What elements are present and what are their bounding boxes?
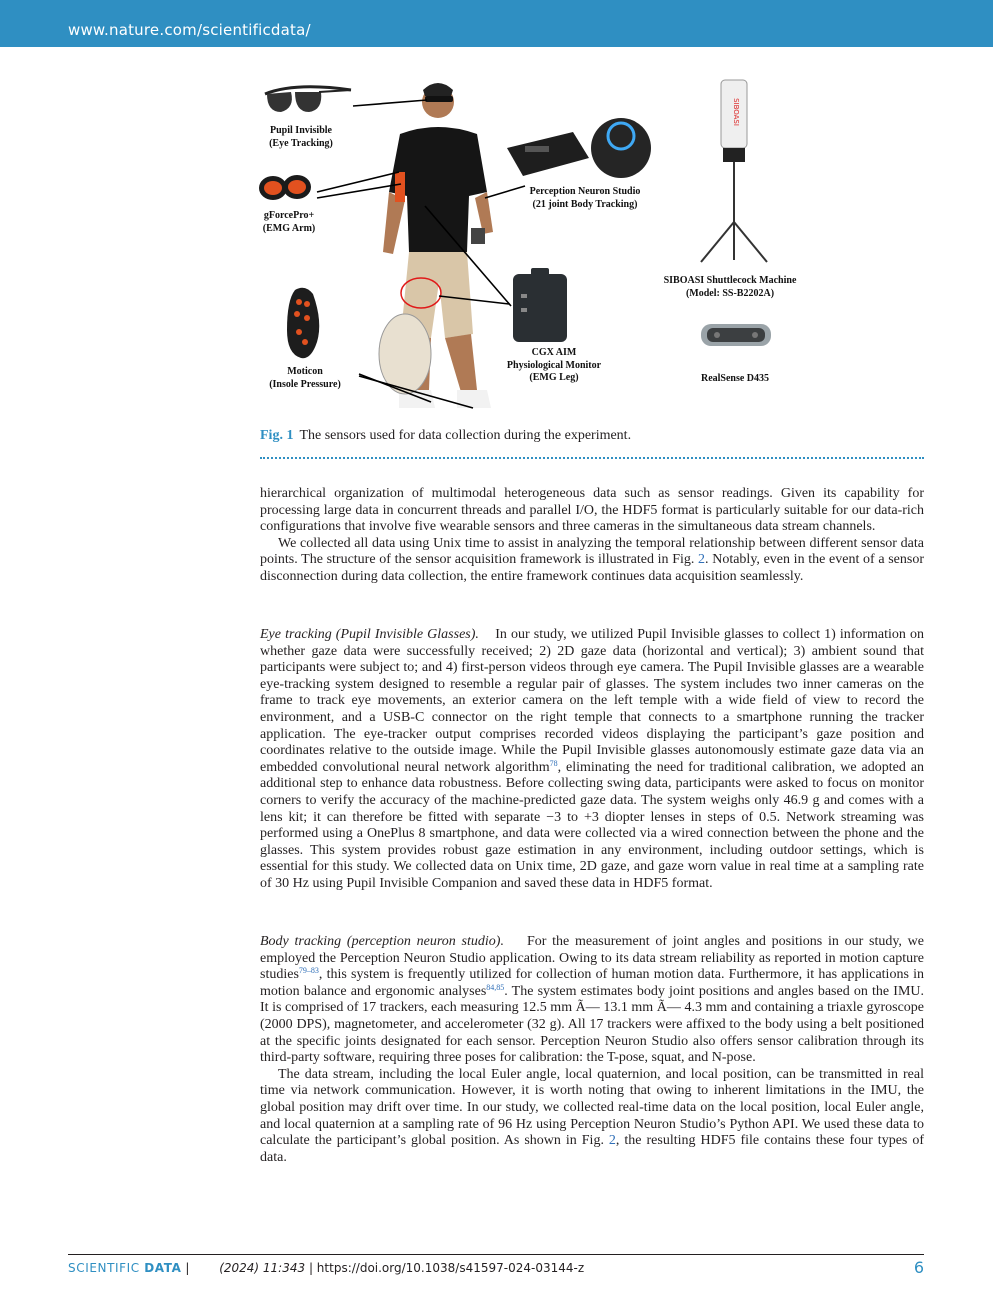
citation: (2024) 11:343: [219, 1261, 306, 1275]
insole-icon: [287, 288, 319, 358]
label-moticon: Moticon (Insole Pressure): [269, 366, 341, 390]
figure-number[interactable]: Fig. 1: [260, 428, 294, 443]
section-heading: Body tracking (perception neuron studio).: [260, 934, 504, 949]
paragraph: The data stream, including the local Euler angle, local quaternion, and local position, can be transmitted in real time via network communication. However, it is worth noting that owing to inherent limitations in the IMU, the global position may drift over time. In our study, we collected real-time data on the local position, local Euler angle, and local quaternion at a sampling rate of 96 Hz using Perception Neuron Studio’s Python API. We used these data to calculate the participant’s global position. As shown in Fig. 2, the resulting HDF5 file contains these four types of data.: [260, 1066, 924, 1165]
paragraph: Eye tracking (Pupil Invisible Glasses). In our study, we utilized Pupil Invisible glasses to collect 1) information on whether gaze data were successfully received; 2) 2D gaze data (horizontal and vertical); 3) ambient sound that participants were subject to; and 4) first-person videos through eye camera. The Pupil Invisible glasses are a wearable eye-tracking system designed to resemble a regular pair of glasses. The system includes two inner cameras on the frame to track eye movements, an exterior camera on the left temple with a wide field of view to record the environment, and a USB-C connector on the right temple that connects to a smartphone running the tracker application. The eye-tracker output comprises recorded videos displaying the participant’s gaze position and coordinates relative to the outside image. While the Pupil Invisible glasses autonomously estimate gaze data via an embedded convolutional neural network algorithm$^{78}$, eliminating the need for traditional calibration, we adopted an additional step to enhance data robustness. Before collecting swing data, participants were asked to focus on monitor corners to verify the accuracy of the machine-predicted gaze data. The system weighs only 46.9 g and comes with a lens kit; it can therefore be fitted with separate −3 to +3 diopter lenses in steps of 0.5. Network streaming was performed using a OnePlus 8 smartphone, and data were collected via a wired connection between the phone and the glasses. This system provides robust gaze estimation in any environment, including outdoor settings, which is essential for this study. We collected data on Unix time, 2D gaze, and gaze worn value in real time at a sampling rate of 30 Hz using Pupil Invisible Companion and saved these data in HDF5 format.: [260, 627, 925, 891]
caption-divider: [260, 457, 924, 459]
doi-link[interactable]: | https://doi.org/10.1038/s41597-024-03144-z: [308, 1261, 585, 1275]
footer-divider: [68, 1254, 924, 1255]
header-bar: [0, 0, 993, 47]
paragraph: Body tracking (perception neuron studio). For the measurement of joint angles and positions in our study, we employed the Perception Neuron Studio application. Owing to its data stream reliability as reported in motion capture studies$^{79-83}$, this system is frequently utilized for collection of human motion data. Furthermore, it has applications in motion balance and ergonomic analyses$^{84,85}$. The system estimates body joint positions and angles based on the IMU. It is comprised of 17 trackers, each measuring 12.5 mm Ã— 13.1 mm Ã— 4.3 mm and containing a triaxle gyroscope (2000 DPS), magnetometer, and accelerometer (32 g). All 17 trackers were affixed to the body using a belt positioned at the specific joints designated for each sensor. Perception Neuron Studio also offers sensor calibration through its third-party software, requiring three poses for calibration: the T-pose, squat, and N-pose.: [260, 934, 925, 1066]
label-gforce: gForcePro+ (EMG Arm): [262, 210, 316, 234]
journal-url[interactable]: www.nature.com/scientificdata/: [68, 21, 311, 39]
realsense-camera-icon: [701, 324, 771, 346]
section-heading: Eye tracking (Pupil Invisible Glasses).: [260, 627, 479, 642]
footer-separator: |: [185, 1261, 190, 1275]
citation-link[interactable]: 84,85: [486, 982, 505, 992]
figure-ref-link[interactable]: 2: [698, 552, 706, 568]
figure-1: [255, 72, 815, 417]
page-number: 6: [913, 1258, 924, 1277]
section-intro: [260, 486, 924, 586]
glasses-icon: [265, 87, 351, 112]
figure-caption: [260, 428, 631, 444]
paragraph: We collected all data using Unix time to assist in analyzing the temporal relationship between different sensor data points. The structure of the sensor acquisition framework is illustrated in Fig. 2. Notably, even in the event of a sensor disconnection during data collection, the entire framework continues data acquisition seamlessly.: [260, 535, 924, 584]
paragraph: hierarchical organization of multimodal heterogeneous data such as sensor readings. Given its capability for processing large data in concurrent threads and parallel I/O, the HDF5 format is particularly suitable for our data-rich configurations that involve five wearable sensors and three cameras in the simultaneous data stream channels.: [260, 486, 924, 535]
label-siboasi: SIBOASI Shuttlecock Machine (Model: SS-B2202A): [663, 275, 797, 299]
figure-ref-link[interactable]: 2: [608, 1133, 616, 1149]
shuttlecock-machine-icon: [701, 80, 767, 262]
label-pupil: Pupil Invisible (Eye Tracking): [269, 125, 333, 149]
participant-figure: [379, 83, 493, 408]
label-cgx: CGX AIM Physiological Monitor (EMG Leg): [506, 347, 602, 383]
citation-link[interactable]: 79–83: [298, 966, 319, 976]
emg-armband-icon: [259, 175, 311, 200]
citation-link[interactable]: 78: [549, 758, 558, 768]
svg-text:SIBOASI: SIBOASI: [732, 98, 740, 126]
label-realsense: RealSense D435: [700, 373, 770, 384]
neuron-hub-icon: [507, 118, 651, 178]
journal-name: SCIENTIFIC DATA: [68, 1261, 182, 1275]
section-body-tracking: [260, 934, 924, 1166]
label-neuron: Perception Neuron Studio (21 joint Body Tracking): [529, 186, 641, 210]
cgx-monitor-icon: [513, 268, 567, 342]
page-footer: [68, 1258, 924, 1277]
section-eye-tracking: [260, 627, 924, 893]
caption-text: The sensors used for data collection during the experiment.: [299, 428, 632, 443]
